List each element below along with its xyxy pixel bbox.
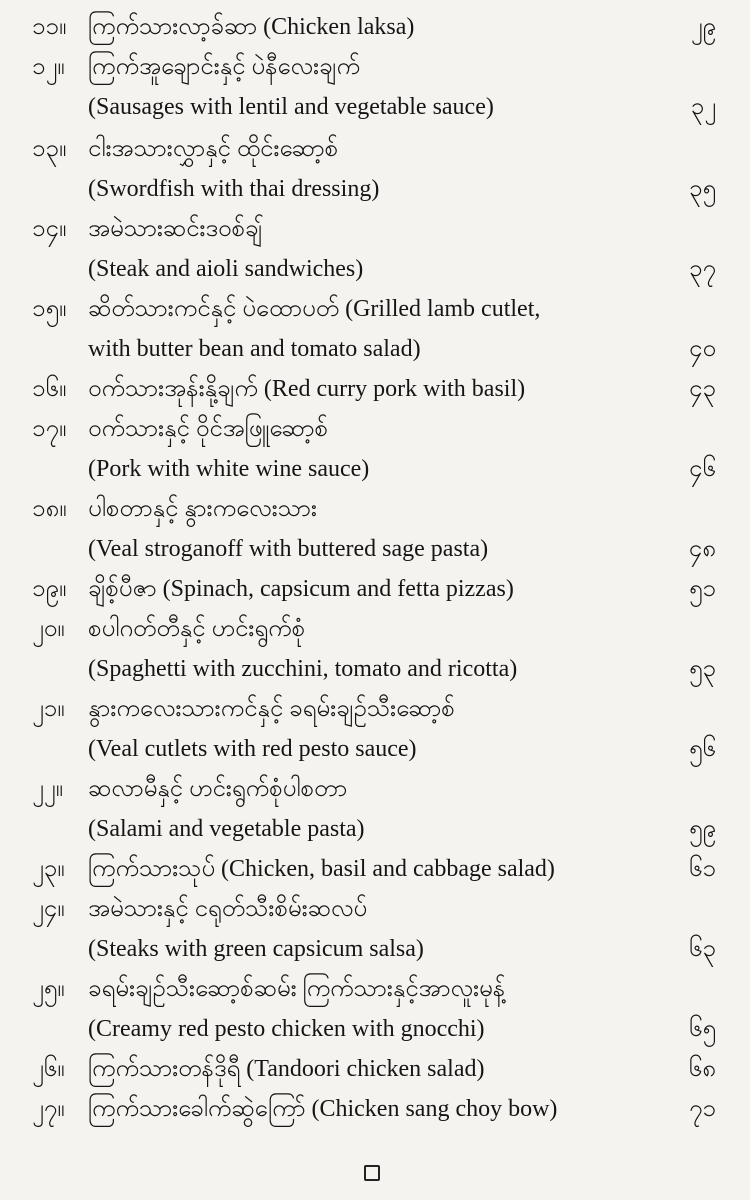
entry-english-title: (Steaks with green capsicum salsa) bbox=[88, 936, 424, 962]
entry-page-number: ၆၈ bbox=[688, 1056, 716, 1082]
entry-page-number: ၇၁ bbox=[689, 1096, 716, 1122]
entry-page-number: ၆၁ bbox=[689, 856, 716, 882]
entry-number: ၁၄။ bbox=[32, 216, 67, 242]
entry-title: ဝက်သားအုန်းနို့ချက် (Red curry pork with basil) bbox=[88, 376, 526, 402]
entry-number: ၂၆။ bbox=[32, 1056, 65, 1082]
entry-page-number: ၄၀ bbox=[689, 336, 716, 362]
entry-title: ဆလာမီနှင့် ဟင်းရွက်စုံပါစတာ bbox=[88, 776, 348, 802]
entry-title: ကြက်သားတန်ဒိုရီ (Tandoori chicken salad) bbox=[88, 1056, 485, 1082]
entry-title: ချိစ့်ပီဇာ (Spinach, capsicum and fetta pizzas) bbox=[88, 576, 514, 602]
entry-page-number: ၅၃ bbox=[689, 656, 716, 682]
entry-page-number: ၅၉ bbox=[689, 816, 716, 842]
entry-number: ၂၅။ bbox=[32, 976, 65, 1002]
entry-page-number: ၆၃ bbox=[689, 936, 716, 962]
entry-english-title: (Creamy red pesto chicken with gnocchi) bbox=[88, 1016, 485, 1042]
entry-title: ခရမ်းချဉ်သီးဆော့စ်ဆမ်း ကြက်သားနှင့်အာလူးမုန့် bbox=[88, 976, 506, 1002]
entry-page-number: ၃၇ bbox=[689, 256, 716, 282]
entry-number: ၂၃။ bbox=[32, 856, 65, 882]
entry-english-title: (Veal cutlets with red pesto sauce) bbox=[88, 736, 417, 762]
entry-number: ၁၇။ bbox=[32, 416, 67, 442]
entry-number: ၂၂။ bbox=[32, 776, 63, 802]
entry-english-title: (Veal stroganoff with buttered sage pasta) bbox=[88, 536, 489, 562]
entry-title: အမဲသားဆင်းဒဝစ်ချ် bbox=[88, 216, 263, 242]
entry-english-title: (Steak and aioli sandwiches) bbox=[88, 256, 364, 282]
entry-number: ၁၈။ bbox=[32, 496, 67, 522]
entry-page-number: ၅၆ bbox=[689, 736, 716, 762]
entry-english-title: (Pork with white wine sauce) bbox=[88, 456, 370, 482]
entry-page-number: ၆၅ bbox=[689, 1016, 716, 1042]
entry-title: ကြက်သားခေါက်ဆွဲကြော် (Chicken sang choy bow) bbox=[88, 1096, 558, 1122]
entry-english-title: (Spaghetti with zucchini, tomato and ricotta) bbox=[88, 656, 518, 682]
entry-title: ဝက်သားနှင့် ဝိုင်အဖြူဆော့စ် bbox=[88, 416, 328, 442]
entry-title: ကြက်သားလာ့ခ်ဆာ (Chicken laksa) bbox=[88, 14, 415, 40]
entry-number: ၂၄။ bbox=[32, 896, 65, 922]
entry-title: ပါစတာနှင့် နွားကလေးသား bbox=[88, 496, 317, 522]
entry-page-number: ၃၂ bbox=[690, 94, 716, 120]
entry-number: ၁၉။ bbox=[32, 576, 67, 602]
entry-page-number: ၄၆ bbox=[689, 456, 716, 482]
entry-number: ၂၇။ bbox=[32, 1096, 65, 1122]
entry-number: ၂၁။ bbox=[32, 696, 65, 722]
entry-page-number: ၃၅ bbox=[689, 176, 716, 202]
entry-number: ၁၃။ bbox=[32, 136, 67, 162]
entry-number: ၁၂။ bbox=[32, 54, 65, 80]
entry-title: နွားကလေးသားကင်နှင့် ခရမ်းချဉ်သီးဆော့စ် bbox=[88, 696, 455, 722]
entry-english-title: (Swordfish with thai dressing) bbox=[88, 176, 380, 202]
entry-number: ၁၁။ bbox=[32, 14, 67, 40]
entry-number: ၁၅။ bbox=[32, 296, 67, 322]
entry-title: ကြက်သားသုပ် (Chicken, basil and cabbage salad) bbox=[88, 856, 555, 882]
entry-number: ၂၀။ bbox=[32, 616, 65, 642]
entry-title: ကြက်အူချောင်းနှင့် ပဲနီလေးချက် bbox=[88, 54, 360, 80]
entry-english-title: (Salami and vegetable pasta) bbox=[88, 816, 365, 842]
entry-page-number: ၄၈ bbox=[688, 536, 716, 562]
entry-english-title: with butter bean and tomato salad) bbox=[88, 336, 421, 362]
entry-page-number: ၄၃ bbox=[689, 376, 716, 402]
entry-english-title: (Sausages with lentil and vegetable sauce) bbox=[88, 94, 494, 120]
entry-title: ငါးအသားလွှာနှင့် ထိုင်းဆော့စ် bbox=[88, 136, 339, 162]
entry-title: စပါဂတ်တီနှင့် ဟင်းရွက်စုံ bbox=[88, 616, 306, 642]
entry-number: ၁၆။ bbox=[32, 376, 67, 402]
entry-page-number: ၂၉ bbox=[690, 14, 716, 40]
entry-page-number: ၅၁ bbox=[689, 576, 716, 602]
page-footer-ornament bbox=[364, 1165, 380, 1181]
entry-title: ဆိတ်သားကင်နှင့် ပဲထောပတ် (Grilled lamb cutlet, bbox=[88, 296, 541, 322]
entry-title: အမဲသားနှင့် ငရုတ်သီးစိမ်းဆလပ် bbox=[88, 896, 368, 922]
